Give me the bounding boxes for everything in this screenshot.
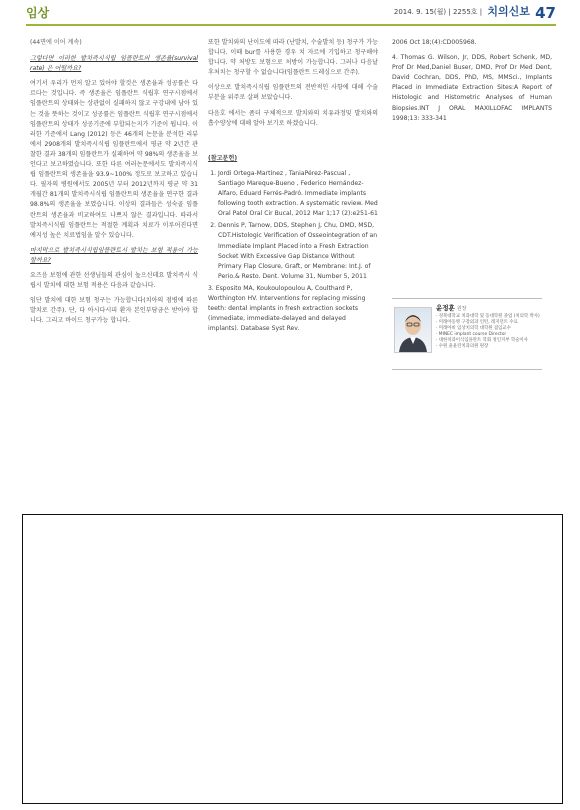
paragraph: 다음호 에서는 좀더 구체적으로 발치와의 치유과정및 발치와의 흡수양상에 대해 알아 보기로 하겠습니다. [208, 109, 378, 127]
question-heading-2: 마지막으로 발치즉시식립임플란트시 발치는 보험 적용이 가능할까요? [30, 246, 198, 264]
paragraph: 요즈음 보험에 관한 선생님들의 관심이 높으신데요 발치즉시 식립시 발치에 대한 보험 적용은 다음과 같습니다. [30, 271, 198, 290]
author-credits [436, 314, 540, 350]
credit-item: · 미래아비 임상치의학 대학원 겸임교수 [436, 326, 511, 331]
credit-item: · MINEC implant course Director [436, 332, 507, 337]
references-title: (참고문헌) [208, 154, 238, 162]
paragraph: 여기서 우리가 먼저 알고 있어야 할것은 생존율과 성공률은 다르다는 것입니다. 즉 생존율은 임플란트 식립후 연구시점에서 임플란트의 상태와는 상관없이 실패하지 않고 구강내에 남아 있는 것을 뜻하는 것이고 성공률은 임플란트 식립후 연구시점에서 임플란트의 상태가 성공기준에 부합되는지가 기준이 됩니다. 이러한 기준에서 Lang (2012) 등은 46개의 논문을 분석한 리뷰에서 2908개의 발치즉시식립 임플란트에서 평균 약 2년간 관찰한 결과 38개의 임플란트가 실패하여 약 98%의 생존율을 보인다고 보고하였습니다. 또한 다른 여러논문에서도 발치즉시식립 임플란트의 생존율을 93.9~100% 정도로 보고하고 있습니다. 필자의 병원에서도 2005년 부터 2012년까지 평균 약 31개월간 81개의 발치즉시식립 임플란트의 생존율을 연구한 결과 98.8%의 생존율을 보였습니다. 이상의 결과들은 성숙골 임플란트의 생존율과 비교하여도 나쁘지 않은 결과입니다. 따라서 발치즉시식립 임플란트는 적절한 계획과 치료가 이루어진다면 예지성 높은 치료법임을 알수 있습니다. [30, 80, 198, 239]
credit-item: · 대한치과이식임플란트 학회 정인지부 학술이사 [436, 338, 528, 343]
blank-ad-box [22, 514, 563, 804]
paragraph: 또한 발치와의 난이도에 따라 (난발치, 수술발치 등) 청구가 가능합니다. 이때 bur를 사용한 경우 치 자르에 기입하고 청구해야 합니다. 약 처방도 보험으로 처방이 가능합니다. 그러나 다음날 후처치는 청구할 수 없습니다(임플란트 드레싱으로 간주). [208, 39, 378, 77]
credit-item: · 경북대학교 치과대학 및 동대학원 졸업 (치의학 박사) [436, 314, 540, 319]
author-portrait-image [395, 308, 431, 352]
author-photo [394, 307, 432, 353]
article-column-2 [208, 38, 378, 336]
reference-item: 2. Dennis P, Tarnow, DDS, Stephen J, Chu, DMD, MSD, CDT.Histologic Verification of Osseointegration of an Immediate Implant Placed into a Fresh Extraction Socket With Excessive Gap Distance Without Primary Flap Closure, Graft, or Membrane: Int.J. of Perio.& Resto. Dent. Volume 31, Number 5, 2011 [218, 221, 378, 282]
article-column-1 [30, 38, 198, 331]
reference-item: 1. Jordi Ortega-Martínez , TaniaPérez-Pascual , Santiago Mareque-Bueno , Federico Hernández-Alfaro, Eduard Ferrés-Padró. Immediate implants following tooth extraction. A systematic review. Med Oral Patol Oral Cir Bucal, 2012 Mar 1;17 (2):e251-61 [218, 169, 378, 219]
author-name: 윤정훈 [436, 304, 455, 312]
question-heading-1: 그렇다면 이러한 발치즉시식립 임플란트의 생존율(survival rate) 은 어떨까요? [30, 55, 198, 73]
issue-date: 2014. 9. 15(월) | 2255호 | [393, 8, 483, 16]
reference-item: 3. Esposito MA, Koukoulopoulou A, Coulthard P, Worthington HV. Interventions for replacing missing teeth: dental implants in fresh extraction sockets (immediate, immediate-delayed and delayed implants). Database Syst Rev. [208, 284, 366, 333]
page-header [26, 4, 556, 26]
author-name-line [436, 303, 467, 312]
newspaper-name: 치의신보 [487, 5, 530, 18]
credit-item: · 미래아동병 구강외과 인턴, 레지던트 수료 [436, 320, 518, 325]
credit-item: · 수원 윤윤린치과의원 원장 [436, 344, 489, 349]
author-profile [392, 298, 542, 370]
continued-note: (44면에 이어 계속) [30, 39, 82, 46]
page-number: 47 [535, 4, 556, 22]
article-column-3 [392, 38, 552, 129]
publication-info [394, 4, 556, 22]
reference-list [208, 169, 378, 335]
reference-continued: 2006 Oct 18;(4):CD005968. [392, 39, 477, 46]
author-role: 원장 [456, 306, 467, 312]
paragraph: 이상으로 발치즉시식립 임플란트의 전반적인 사항에 대해 수술 부분을 위주로 살펴 보았습니다. [208, 84, 378, 102]
paragraph: 임단 발치에 대한 보험 청구는 가능합니다(치아의 점병에 따른 발치로 간주). 단, 다 아시다시피 환자 본인부담금은 받아야 합니다. 그리고 바이드 청구가능 합니다. [30, 297, 198, 325]
reference-item: 4. Thomas G. Wilson, Jr, DDS, Robert Schenk, MD, Prof Dr Med,Daniel Buser, DMD, Prof Dr Med Dent, David Cochran, DDS, PhD, MS, MMSci., Implants Placed in Immediate Extraction Sites:A Report of Histologic and Histometric Analyses of Human Biopsies.INT J ORAL MAXILLOFAC IMPLANTS 1998;13: 333-341 [392, 54, 552, 122]
section-title: 임상 [26, 6, 50, 20]
